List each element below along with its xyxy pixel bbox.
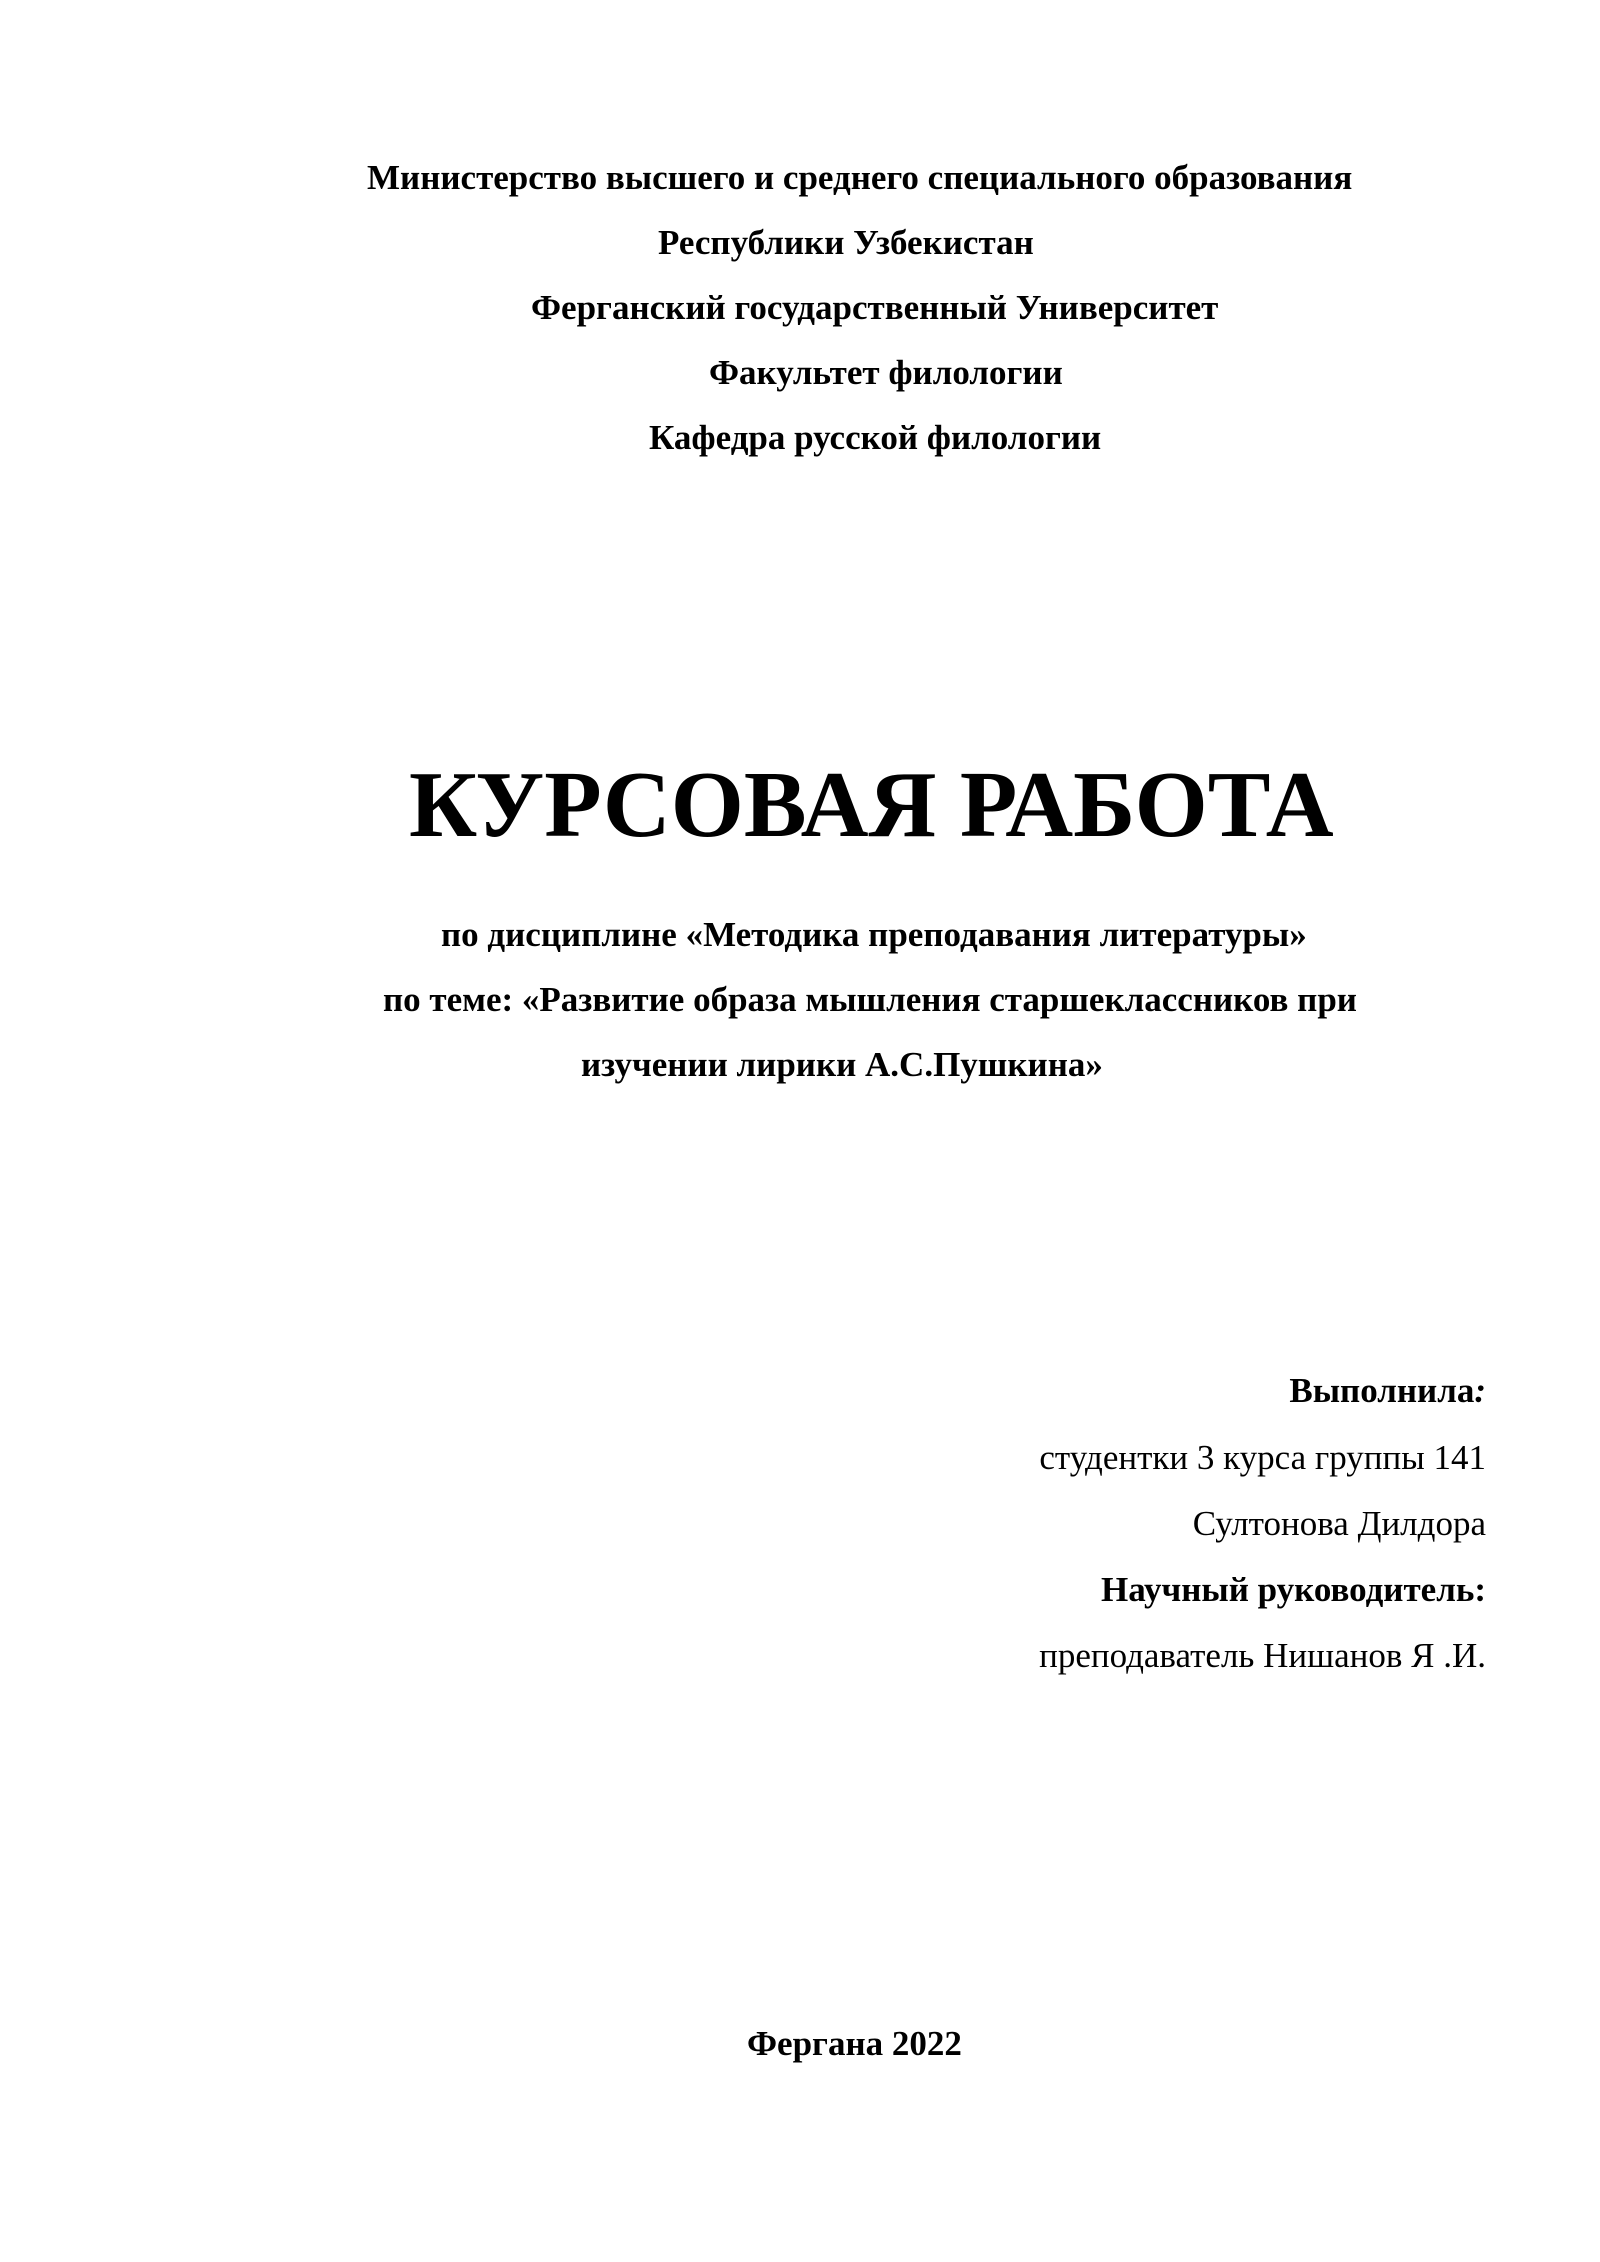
- author-label-colon: :: [1474, 1371, 1486, 1410]
- author-label-text: Выполнила: [1289, 1371, 1475, 1410]
- city-year: Фергана 2022: [747, 2024, 962, 2063]
- topic-line-2: изучении лирики А.С.Пушкина»: [581, 1045, 1103, 1084]
- republic-line: Республики Узбекистан: [658, 223, 1034, 262]
- discipline-line: по дисциплине «Методика преподавания литературы»: [441, 915, 1307, 954]
- author-course-group: студентки 3 курса группы 141: [1039, 1438, 1486, 1477]
- document-title: КУРСОВАЯ РАБОТА: [409, 753, 1334, 857]
- department-line: Кафедра русской филологии: [649, 418, 1102, 457]
- supervisor-name: преподаватель Нишанов Я .И.: [1039, 1636, 1486, 1675]
- faculty-line: Факультет филологии: [709, 353, 1063, 392]
- university-line: Ферганский государственный Университет: [531, 288, 1219, 327]
- ministry-line: Министерство высшего и среднего специального образования: [367, 158, 1353, 197]
- topic-line-1: по теме: «Развитие образа мышления старшеклассников при: [383, 980, 1357, 1019]
- author-label: [1289, 1373, 1486, 1408]
- supervisor-label: Научный руководитель:: [1101, 1570, 1486, 1609]
- author-name: Султонова Дилдора: [1192, 1504, 1486, 1543]
